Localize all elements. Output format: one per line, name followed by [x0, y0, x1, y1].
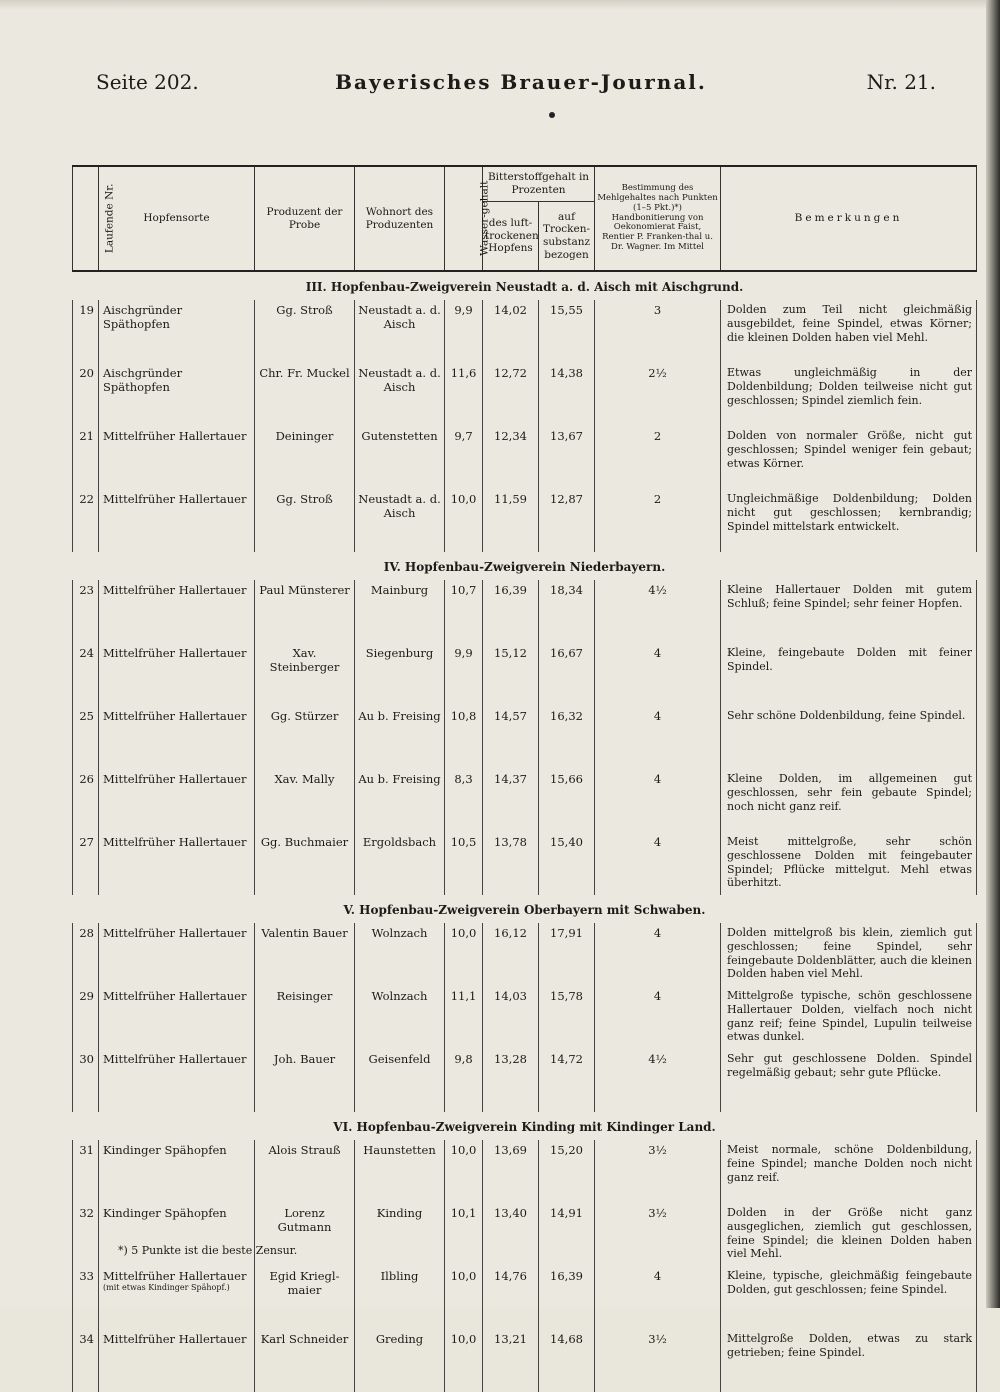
issue-number: Nr. 21. [866, 70, 936, 94]
producer: Paul Münsterer [255, 580, 355, 643]
row-number: 31 [73, 1140, 99, 1203]
water-content: 10,0 [445, 489, 483, 552]
row-number: 27 [73, 832, 99, 895]
table-row [73, 706, 977, 769]
row-number: 19 [73, 300, 99, 363]
mehl-points: 2 [595, 426, 721, 489]
row-number: 24 [73, 643, 99, 706]
bitter-dry-substance: 15,20 [539, 1140, 595, 1203]
row-number: 33 [73, 1266, 99, 1329]
hop-variety: Mittelfrüher Hallertauer [99, 1329, 255, 1392]
mehl-points: 3½ [595, 1203, 721, 1266]
residence: Geisenfeld [355, 1049, 445, 1112]
remarks: Kleine Hallertauer Dolden mit gutem Schluß; feine Spindel; sehr feiner Hopfen. [721, 580, 977, 643]
producer: Lorenz Gutmann [255, 1203, 355, 1266]
section-title: IV. Hopfenbau-Zweigverein Niederbayern. [383, 560, 666, 574]
hop-variety: Mittelfrüher Hallertauer [99, 426, 255, 489]
col-header-bitter-luft: des luft-trockenen Hopfens [483, 202, 539, 272]
remarks: Sehr gut geschlossene Dolden. Spindel regelmäßig gebaut; sehr gute Pflücke. [721, 1049, 977, 1112]
water-content: 10,5 [445, 832, 483, 895]
section-header [73, 552, 977, 580]
mehl-points: 3½ [595, 1140, 721, 1203]
water-content: 10,1 [445, 1203, 483, 1266]
producer: Gg. Stroß [255, 489, 355, 552]
hop-variety-note: (mit etwas Kindinger Spähopf.) [103, 1283, 230, 1293]
bitter-dry-substance: 14,72 [539, 1049, 595, 1112]
bitter-air-dry: 12,72 [483, 363, 539, 426]
hop-variety: Mittelfrüher Hallertauer [99, 769, 255, 832]
hop-variety: Mittelfrüher Hallertauer [99, 1049, 255, 1112]
table-row [73, 832, 977, 895]
producer: Reisinger [255, 986, 355, 1049]
remarks: Kleine Dolden, im allgemeinen gut geschlossen, sehr fein gebaute Spindel; noch nicht ganz reif. [721, 769, 977, 832]
bitter-dry-substance: 17,91 [539, 923, 595, 986]
page-number: Seite 202. [96, 70, 199, 94]
page-edge-right [986, 0, 1000, 1308]
bitter-air-dry: 16,39 [483, 580, 539, 643]
hop-variety: Mittelfrüher Hallertauer [99, 489, 255, 552]
producer: Xav. Mally [255, 769, 355, 832]
row-number: 32 [73, 1203, 99, 1266]
mehl-points: 3 [595, 300, 721, 363]
row-number: 28 [73, 923, 99, 986]
water-content: 8,3 [445, 769, 483, 832]
residence: Au b. Freising [355, 706, 445, 769]
table-row [73, 1266, 977, 1329]
bitter-air-dry: 14,03 [483, 986, 539, 1049]
bitter-air-dry: 11,59 [483, 489, 539, 552]
bitter-dry-substance: 15,78 [539, 986, 595, 1049]
mehl-points: 4 [595, 923, 721, 986]
producer: Gg. Stürzer [255, 706, 355, 769]
producer: Gg. Stroß [255, 300, 355, 363]
residence: Ilbling [355, 1266, 445, 1329]
remarks: Meist mittelgroße, sehr schön geschlossene Dolden mit feingebauter Spindel; Pflücke mittelgut. Mehl etwas überhitzt. [721, 832, 977, 895]
hop-variety: Mittelfrüher Hallertauer [99, 643, 255, 706]
bitter-dry-substance: 18,34 [539, 580, 595, 643]
hop-variety: Mittelfrüher Hallertauer [99, 706, 255, 769]
row-number: 23 [73, 580, 99, 643]
mehl-points: 4 [595, 769, 721, 832]
residence: Neustadt a. d. Aisch [355, 489, 445, 552]
producer: Karl Schneider [255, 1329, 355, 1392]
hop-variety: Mittelfrüher Hallertauer [99, 580, 255, 643]
bitter-air-dry: 13,28 [483, 1049, 539, 1112]
producer: Alois Strauß [255, 1140, 355, 1203]
remarks: Dolden mittelgroß bis klein, ziemlich gut geschlossen; feine Spindel, sehr feingebaute Doldenblätter, auch die kleinen Dolden haben viel Mehl. [721, 923, 977, 986]
residence: Siegenburg [355, 643, 445, 706]
remarks: Dolden von normaler Größe, nicht gut geschlossen; Spindel weniger fein gebaut; etwas Körner. [721, 426, 977, 489]
residence: Kinding [355, 1203, 445, 1266]
producer: Deininger [255, 426, 355, 489]
bitter-air-dry: 13,40 [483, 1203, 539, 1266]
row-number: 29 [73, 986, 99, 1049]
section-header [73, 1112, 977, 1140]
bitter-dry-substance: 15,66 [539, 769, 595, 832]
hop-variety: Kindinger Spähopfen [99, 1140, 255, 1203]
hop-variety-text: Mittelfrüher Hallertauer [103, 1269, 247, 1283]
col-header-sorte: Hopfensorte [99, 166, 255, 271]
table-row [73, 426, 977, 489]
col-header-wasser: Wasser-gehalt [445, 166, 483, 271]
mehl-points: 2 [595, 489, 721, 552]
remarks: Mittelgroße typische, schön geschlossene Hallertauer Dolden, vielfach noch nicht ganz reif; feine Spindel, Lupulin teilweise etwas dunkel. [721, 986, 977, 1049]
col-header-bitter: Bitterstoffgehalt in Prozenten [483, 166, 595, 202]
bitter-air-dry: 13,21 [483, 1329, 539, 1392]
residence: Mainburg [355, 580, 445, 643]
table-row [73, 923, 977, 986]
mehl-points: 4 [595, 986, 721, 1049]
row-number: 21 [73, 426, 99, 489]
hops-table [72, 165, 977, 1392]
table-body [73, 271, 977, 1392]
bitter-dry-substance: 16,32 [539, 706, 595, 769]
residence: Wolnzach [355, 986, 445, 1049]
water-content: 9,8 [445, 1049, 483, 1112]
bitter-air-dry: 15,12 [483, 643, 539, 706]
residence: Neustadt a. d. Aisch [355, 300, 445, 363]
mehl-points: 4 [595, 706, 721, 769]
bitter-dry-substance: 14,38 [539, 363, 595, 426]
table-row [73, 643, 977, 706]
mehl-points: 4½ [595, 580, 721, 643]
remarks: Dolden in der Größe nicht ganz ausgeglichen, ziemlich gut geschlossen, feine Spindel; die kleinen Dolden haben viel Mehl. [721, 1203, 977, 1266]
bitter-dry-substance: 13,67 [539, 426, 595, 489]
table-row [73, 1329, 977, 1392]
bitter-dry-substance: 15,40 [539, 832, 595, 895]
residence: Ergoldsbach [355, 832, 445, 895]
residence: Greding [355, 1329, 445, 1392]
water-content: 10,0 [445, 923, 483, 986]
bitter-air-dry: 12,34 [483, 426, 539, 489]
page-edge-top [0, 0, 1000, 10]
col-header-wohnort: Wohnort des Produzenten [355, 166, 445, 271]
section-header [73, 895, 977, 923]
residence: Haunstetten [355, 1140, 445, 1203]
table-row [73, 300, 977, 363]
water-content: 10,7 [445, 580, 483, 643]
bitter-air-dry: 14,76 [483, 1266, 539, 1329]
residence: Wolnzach [355, 923, 445, 986]
remarks: Sehr schöne Doldenbildung, feine Spindel. [721, 706, 977, 769]
hop-variety: Mittelfrüher Hallertauer [99, 832, 255, 895]
mehl-points: 3½ [595, 1329, 721, 1392]
printer-dot [549, 112, 555, 118]
table-row [73, 769, 977, 832]
journal-title: Bayerisches Brauer-Journal. [335, 70, 707, 94]
hop-variety: Kindinger Spähopfen [99, 1203, 255, 1266]
producer: Joh. Bauer [255, 1049, 355, 1112]
mehl-points: 2½ [595, 363, 721, 426]
water-content: 10,0 [445, 1329, 483, 1392]
bitter-dry-substance: 14,91 [539, 1203, 595, 1266]
residence: Neustadt a. d. Aisch [355, 363, 445, 426]
water-content: 9,9 [445, 643, 483, 706]
col-header-mehl: Bestimmung des Mehlgehaltes nach Punkten (1–5 Pkt.)*) Handbonitierung von Oekonomierat Faist, Rentier P. Franken-thal u. Dr. Wagner. Im Mittel [595, 166, 721, 271]
table-row [73, 986, 977, 1049]
remarks: Dolden zum Teil nicht gleichmäßig ausgebildet, feine Spindel, etwas Körner; die kleinen Dolden haben viel Mehl. [721, 300, 977, 363]
bitter-dry-substance: 14,68 [539, 1329, 595, 1392]
bitter-air-dry: 14,02 [483, 300, 539, 363]
remarks: Mittelgroße Dolden, etwas zu stark getrieben; feine Spindel. [721, 1329, 977, 1392]
mehl-points: 4½ [595, 1049, 721, 1112]
hop-variety: Aischgründer Späthopfen [99, 363, 255, 426]
bitter-air-dry: 14,57 [483, 706, 539, 769]
section-title: VI. Hopfenbau-Zweigverein Kinding mit Kindinger Land. [333, 1120, 716, 1134]
remarks: Ungleichmäßige Doldenbildung; Dolden nicht gut geschlossen; kernbrandig; Spindel mittelstark entwickelt. [721, 489, 977, 552]
row-number: 26 [73, 769, 99, 832]
col-header-nr: Laufende Nr. [73, 166, 99, 271]
mehl-points: 4 [595, 1266, 721, 1329]
section-title: V. Hopfenbau-Zweigverein Oberbayern mit Schwaben. [343, 903, 706, 917]
col-header-bitter-trocken: auf Trocken-substanz bezogen [539, 202, 595, 272]
bitter-dry-substance: 16,67 [539, 643, 595, 706]
table-row [73, 580, 977, 643]
water-content: 11,1 [445, 986, 483, 1049]
mehl-points: 4 [595, 643, 721, 706]
row-number: 22 [73, 489, 99, 552]
water-content: 11,6 [445, 363, 483, 426]
table-row [73, 363, 977, 426]
producer: Chr. Fr. Muckel [255, 363, 355, 426]
producer: Gg. Buchmaier [255, 832, 355, 895]
bitter-air-dry: 16,12 [483, 923, 539, 986]
water-content: 9,7 [445, 426, 483, 489]
water-content: 10,0 [445, 1266, 483, 1329]
bitter-air-dry: 13,69 [483, 1140, 539, 1203]
section-title: III. Hopfenbau-Zweigverein Neustadt a. d. Aisch mit Aischgrund. [305, 280, 744, 294]
bitter-air-dry: 14,37 [483, 769, 539, 832]
producer: Valentin Bauer [255, 923, 355, 986]
bitter-dry-substance: 15,55 [539, 300, 595, 363]
residence: Au b. Freising [355, 769, 445, 832]
hop-variety: Mittelfrüher Hallertauer [99, 923, 255, 986]
hop-variety [99, 1266, 255, 1329]
section-header [73, 271, 977, 300]
hop-variety: Aischgründer Späthopfen [99, 300, 255, 363]
footnote: *) 5 Punkte ist die beste Zensur. [118, 1244, 298, 1257]
bitter-dry-substance: 16,39 [539, 1266, 595, 1329]
row-number: 20 [73, 363, 99, 426]
page-header [96, 70, 946, 100]
col-header-produzent: Produzent der Probe [255, 166, 355, 271]
row-number: 30 [73, 1049, 99, 1112]
remarks: Etwas ungleichmäßig in der Doldenbildung; Dolden teilweise nicht gut geschlossen; Spindel ziemlich fein. [721, 363, 977, 426]
mehl-points: 4 [595, 832, 721, 895]
hop-variety: Mittelfrüher Hallertauer [99, 986, 255, 1049]
remarks: Kleine, typische, gleichmäßig feingebaute Dolden, gut geschlossen; feine Spindel. [721, 1266, 977, 1329]
producer: Egid Kriegl-maier [255, 1266, 355, 1329]
producer: Xav. Steinberger [255, 643, 355, 706]
water-content: 10,8 [445, 706, 483, 769]
row-number: 25 [73, 706, 99, 769]
water-content: 10,0 [445, 1140, 483, 1203]
remarks: Kleine, feingebaute Dolden mit feiner Spindel. [721, 643, 977, 706]
row-number: 34 [73, 1329, 99, 1392]
remarks: Meist normale, schöne Doldenbildung, feine Spindel; manche Dolden noch nicht ganz reif. [721, 1140, 977, 1203]
water-content: 9,9 [445, 300, 483, 363]
table-row [73, 489, 977, 552]
bitter-air-dry: 13,78 [483, 832, 539, 895]
table-row [73, 1140, 977, 1203]
residence: Gutenstetten [355, 426, 445, 489]
bitter-dry-substance: 12,87 [539, 489, 595, 552]
col-header-bemerkungen: Bemerkungen [721, 166, 977, 271]
table-row [73, 1049, 977, 1112]
